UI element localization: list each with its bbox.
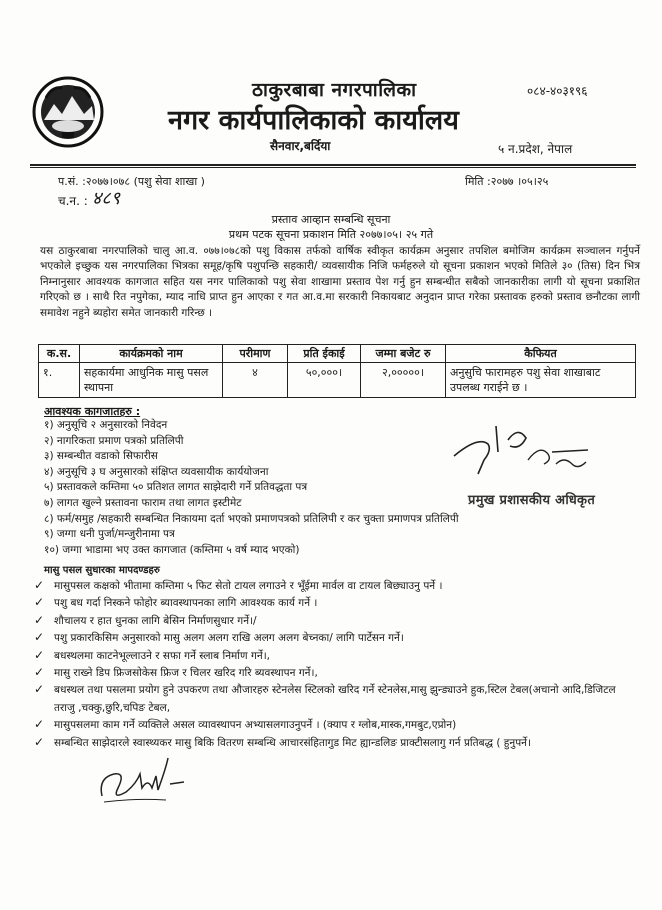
cell-quantity: ४: [223, 363, 288, 398]
office-address: सैनवार,बर्दिया: [270, 139, 331, 153]
list-item: ✓ मासुपसल कक्षको भीतामा कम्तिमा ५ फिट सेतो टायल लगाउने र भूँईमा मार्वल वा टायल बिछ्याउनु पर्ने ।: [34, 578, 634, 595]
cell-remarks: अनुसुचि फारामहरु पशु सेवा शाखाबाट उपलब्ध गराईने छ ।: [446, 363, 636, 398]
table-header-row: [39, 345, 636, 363]
province: ५ न.प्रदेश, नेपाल: [498, 142, 573, 156]
chalani-label: च.न. :: [58, 194, 88, 208]
documents-list: [44, 418, 459, 558]
col-header-remarks: कैफियत: [446, 345, 636, 363]
list-item: १०) जग्गा भाडामा भए उक्त कागजात (कम्तिमा ५ वर्ष म्याद भएको): [44, 543, 300, 556]
col-header-program: कार्यक्रमको नाम: [80, 345, 223, 363]
list-item: २) नागरिकता प्रमाण पत्रको प्रतिलिपी: [44, 434, 184, 447]
col-header-quantity: परीमाण: [223, 345, 288, 363]
list-item: १) अनुसूचि २ अनुसारको निवेदन: [44, 419, 168, 431]
phone-number: ०८४-४०३१९६: [527, 84, 588, 98]
officer-signature: [448, 416, 598, 482]
check-icon: ✓: [34, 665, 45, 680]
cell-total-budget: २,०००००।: [361, 363, 446, 398]
list-item: ३) सम्बन्धीत वडाको सिफारीस: [44, 450, 158, 463]
check-icon: ✓: [34, 647, 45, 662]
check-icon: ✓: [34, 717, 45, 732]
list-item: ५) प्रस्तावकले कम्तिमा ५० प्रतिशत लागत साझेदारी गर्ने प्रतिवद्धता पत्र: [44, 481, 308, 494]
cell-program: सहकार्यमा आधुनिक मासु पसल स्थापना: [80, 363, 223, 398]
standards-list: [34, 578, 634, 752]
letter-date: मिति :२०७७ ।०५।२५: [465, 175, 549, 188]
col-header-sn: क.स.: [39, 345, 80, 363]
list-item: ८) फर्म/समुह /सहकारी सम्बन्धित निकायमा दर्ता भएको प्रमाणपत्रको प्रतिलिपी र कर चुक्ता प्रमाणपत्र प्रतिलिपी: [44, 512, 459, 525]
check-icon: ✓: [34, 595, 45, 610]
list-item: ९) जग्गा धनी पुर्जा/मन्जुरीनामा पत्र: [44, 528, 175, 541]
header-divider: [30, 164, 636, 166]
table-row: [39, 363, 636, 398]
list-item: ✓ बधस्थल तथा पसलमा प्रयोग हुने उपकरण तथा औजारहरु स्टेनलेस स्टिलको खरिद गर्ने स्टेनलेस,मासु झुन्ड्याउने हुक,स्टिल टेबल(अचानो आदि,डिजिटल तराजु ,चक्कु,छुरि,चपिङ टेबल,: [34, 682, 616, 714]
list-item: ✓ मासुपसलमा काम गर्ने व्यक्तिले असल व्यावस्थापन अभ्यासलगाउनुपर्ने । (क्याप र ग्लोब,मास्क,गमबुट,एप्रोन): [34, 717, 634, 734]
list-item: ✓ पशु बध गर्दा निस्कने फोहोर ब्यावस्थापनका लागि आवश्यक कार्य गर्ने ।: [34, 595, 634, 612]
list-item: ✓ बधस्थलमा काटनेभूल्लाउने र सफा गर्ने स्लाब निर्माण गर्ने।,: [34, 648, 634, 665]
list-item: ✓ शौचालय र हात धुनका लागि बेसिन निर्माणसुधार गर्ने।/: [34, 613, 634, 630]
municipality-name: ठाकुरबाबा नगरपालिका: [252, 79, 417, 101]
list-item: ७) लागत खुल्ने प्रस्तावना फाराम तथा लागत इस्टीमेट: [44, 496, 242, 509]
header-divider-thin: [30, 167, 636, 168]
list-item: ✓ सम्बन्धित साझेदारले स्वास्थ्यकर मासु बिकि वितरण सम्बन्धि आचारसंहितागुड मिट ह्यान्डलिङ प्राक्टीसलागु गर्न प्रतिबद्ध ( हुनुपर्ने।: [34, 735, 634, 752]
list-item: ✓ मासु राख्ने डिप फ्रिजसोकेस फ्रिज र चिलर खरिद गरि ब्यवस्थापन गर्ने।,: [34, 665, 634, 682]
office-name: नगर कार्यपालिकाको कार्यालय: [168, 105, 459, 136]
check-icon: ✓: [34, 630, 45, 645]
notice-publish-date: प्रथम पटक सूचना प्रकाशन मिति २०७७।०५। २५ गते: [228, 228, 434, 241]
cell-per-unit: ५०,०००।: [288, 363, 361, 398]
chalani-number: ४८९: [92, 188, 121, 209]
list-item: ४) अनुसूचि ३ घ अनुसारको संक्षिप्त व्यवसायीक कार्ययोजना: [44, 465, 269, 478]
check-icon: ✓: [34, 734, 45, 749]
program-table: [38, 344, 636, 398]
check-icon: ✓: [34, 578, 45, 592]
documents-title: आवश्यक कागजातहरु :: [44, 405, 141, 418]
cell-sn: १.: [39, 363, 80, 398]
notice-subject: प्रस्ताव आव्हान सम्बन्धि सूचना: [271, 213, 391, 226]
officer-stamp: प्रमुख प्रशासकीय अधिकृत: [468, 493, 596, 508]
list-item: ✓ पशु प्रकारकिसिम अनुसारको मासु अलग अलग राखि अलग अलग बेच्नका/ लागि पार्टेसन गर्ने।: [34, 630, 634, 647]
standards-title: मासु पसल सुधारका मापदण्डहरु: [44, 565, 160, 576]
col-header-total-budget: जम्मा बजेट रु: [361, 345, 446, 363]
municipality-emblem: [32, 76, 104, 148]
check-icon: ✓: [34, 682, 45, 697]
col-header-per-unit: प्रति ईकाई: [288, 345, 361, 363]
check-icon: ✓: [34, 612, 45, 627]
bottom-signature: [96, 748, 186, 808]
notice-body: यस ठाकुरबाबा नगरपालिको चालु आ.व. ०७७।०७८को पशु विकास तर्फको वार्षिक स्वीकृत कार्यक्रम अनुसार तपशिल बमोजिम कार्यक्रम सञ्चालन गर्नुपर्ने भएकोले इच्छुक यस नगरपालिका भित्रका समूह/कृषि पशुपन्छि सहकारी/ व्यवसायीक निजि फर्महरुले यो सूचना प्रकाशन भएको मितिले ३० (तिस) दिन भित्र निम्नानुसार आवश्यक कागजात सहित यस नगर पालिकाको पशु सेवा शाखामा प्रस्ताव पेश गर्नु हुन सम्बन्धीत सबैको जानकारीका लागी यो सूचना प्रकाशित गरिएको छ । साथै रित नपुगेका, म्याद नाधि प्राप्त हुन आएका र गत आ.व.मा सरकारी निकायबाट अनुदान प्राप्त गरेका प्रस्तावक हरुको प्रस्ताव छनौटका लागी समावेश नहुने ब्यहोरा समेत जानकारी गरिन्छ ।: [40, 245, 640, 319]
letter-reference: प.सं. :२०७७।०७८ (पशु सेवा शाखा ): [58, 175, 205, 188]
